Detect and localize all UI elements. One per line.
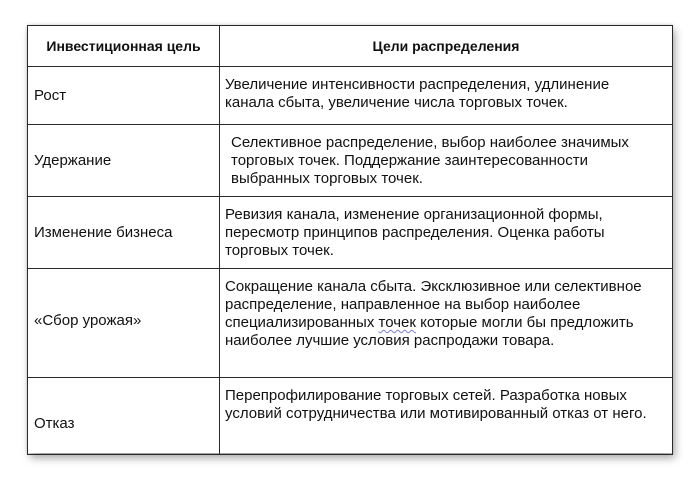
distribution-cell	[220, 125, 673, 197]
distribution-cell	[220, 269, 673, 378]
distribution-text: Ревизия канала, изменение организационной формы, пересмотр принципов распределения. Оценка работы торговых точек.	[225, 206, 605, 259]
header-distribution-goals: Цели распределения	[220, 26, 673, 67]
distribution-cell	[220, 67, 673, 125]
table-row	[28, 125, 673, 197]
header-investment-goal: Инвестиционная цель	[28, 26, 220, 67]
goal-label: Изменение бизнеса	[34, 224, 173, 241]
goal-label: Отказ	[34, 414, 75, 432]
distribution-text	[225, 278, 662, 350]
distribution-text: Перепрофилирование торговых сетей. Разработка новых условий сотрудничества или мотивированный отказ от него.	[225, 387, 647, 422]
distribution-text-part: Сокращение канала сбыта. Эксклюзивное или селективное распределение, направленное на выбор наиболее специализированных	[225, 278, 642, 331]
spellcheck-marked-word: точек	[378, 314, 416, 331]
distribution-cell	[220, 197, 673, 269]
goal-cell	[28, 269, 220, 378]
goal-cell	[28, 197, 220, 269]
goal-cell	[28, 125, 220, 197]
distribution-text: Увеличение интенсивности распределения, удлинение канала сбыта, увеличение числа торговых точек.	[225, 76, 610, 111]
document-sheet	[27, 25, 672, 453]
goal-label: «Сбор урожая»	[34, 311, 142, 329]
table-row	[28, 269, 673, 378]
goal-label: Рост	[34, 87, 67, 104]
table-row	[28, 197, 673, 269]
table-header-row	[28, 26, 673, 67]
distribution-text: Селективное распределение, выбор наиболее значимых торговых точек. Поддержание заинтересованности выбранных торговых точек.	[231, 134, 629, 187]
table-row	[28, 378, 673, 455]
distribution-goals-table	[27, 25, 673, 455]
goal-cell	[28, 67, 220, 125]
goal-cell	[28, 378, 220, 455]
table-row	[28, 67, 673, 125]
distribution-text-part: которые могли бы предложить наиболее лучшие условия распродажи товара.	[225, 314, 634, 349]
distribution-cell	[220, 378, 673, 455]
goal-label: Удержание	[34, 152, 112, 169]
